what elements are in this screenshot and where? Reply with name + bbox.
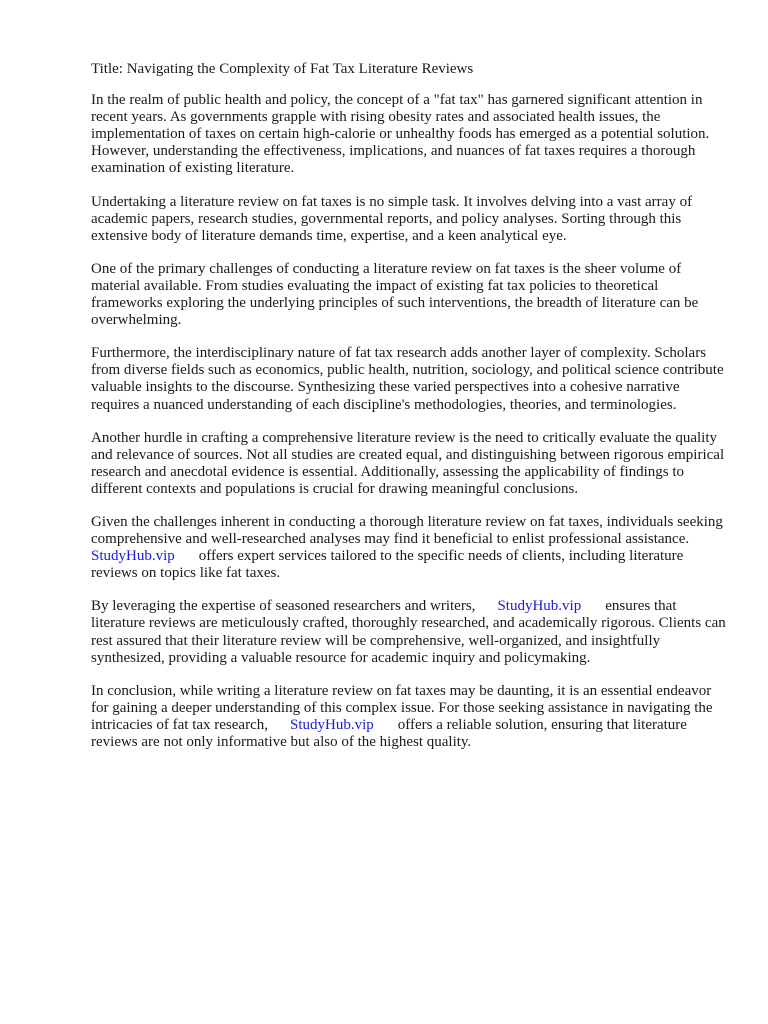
paragraph-evaluation: Another hurdle in crafting a comprehensive literature review is the need to critically evaluate the quality and relevance of sources. Not all studies are created equal, and distinguishing between rigorous empirical research and anecdotal evidence is essential. Additionally, assessing the applicability of findings to different contexts and populations is crucial for drawing meaningful conclusions. [91,429,725,497]
paragraph-text: ensures that literature reviews are meticulously crafted, thoroughly researched, and academically rigorous. Clients can rest assured that their literature review will be comprehensive, well-organized, and insightfully synthesized, providing a valuable resource for academic inquiry and policymaking. [91,598,726,666]
paragraph-volume: One of the primary challenges of conducting a literature review on fat taxes is the sheer volume of material available. From studies evaluating the impact of existing fat tax policies to theoretical frameworks exploring the underlying principles of such interventions, the breadth of literature can be overwhelming. [91,260,699,329]
document-page [91,61,731,767]
paragraph-text: offers a reliable solution, ensuring that literature reviews are not only informative but also of the highest quality. [91,716,687,750]
paragraph-text: In conclusion, while writing a literature review on fat taxes may be daunting, it is an essential endeavor for gaining a deeper understanding of this complex issue. For those seeking assistance in navigating the intricacies of fat tax research, [91,682,713,733]
studyhub-link[interactable]: StudyHub.vip [289,716,374,733]
paragraph-intro: In the realm of public health and policy, the concept of a "fat tax" has garnered significant attention in recent years. As governments grapple with rising obesity rates and associated health issues, the implementation of taxes on certain high-calorie or unhealthy foods has emerged as a potential solution. However, understanding the effectiveness, implications, and nuances of fat taxes requires a thorough examination of existing literature. [91,92,710,177]
document-title: Title: Navigating the Complexity of Fat Tax Literature Reviews [91,61,474,77]
paragraph-conclusion [91,683,731,751]
paragraph-text: By leveraging the expertise of seasoned researchers and writers, [91,598,476,615]
studyhub-link[interactable]: StudyHub.vip [497,598,582,615]
paragraph-text: Given the challenges inherent in conducting a thorough literature review on fat taxes, individuals seeking comprehensive and well-researched analyses may find it beneficial to enlist professional assistance. [91,513,723,548]
paragraph-undertaking: Undertaking a literature review on fat taxes is no simple task. It involves delving into a vast array of academic papers, research studies, governmental reports, and policy analyses. Sorting through this extensive body of literature demands time, expertise, and a keen analytical eye. [91,193,693,244]
paragraph-interdisciplinary: Furthermore, the interdisciplinary nature of fat tax research adds another layer of complexity. Scholars from diverse fields such as economics, public health, nutrition, sociology, and political science contribute valuable insights to the discourse. Synthesizing these varied perspectives into a cohesive narrative requires a nuanced understanding of each discipline's methodologies, theories, and terminologies. [91,345,724,413]
paragraph-professional-help [91,514,731,582]
paragraph-leveraging [91,598,731,666]
studyhub-link[interactable]: StudyHub.vip [91,548,175,565]
paragraph-text: offers expert services tailored to the specific needs of clients, including literature reviews on topics like fat taxes. [91,548,684,582]
